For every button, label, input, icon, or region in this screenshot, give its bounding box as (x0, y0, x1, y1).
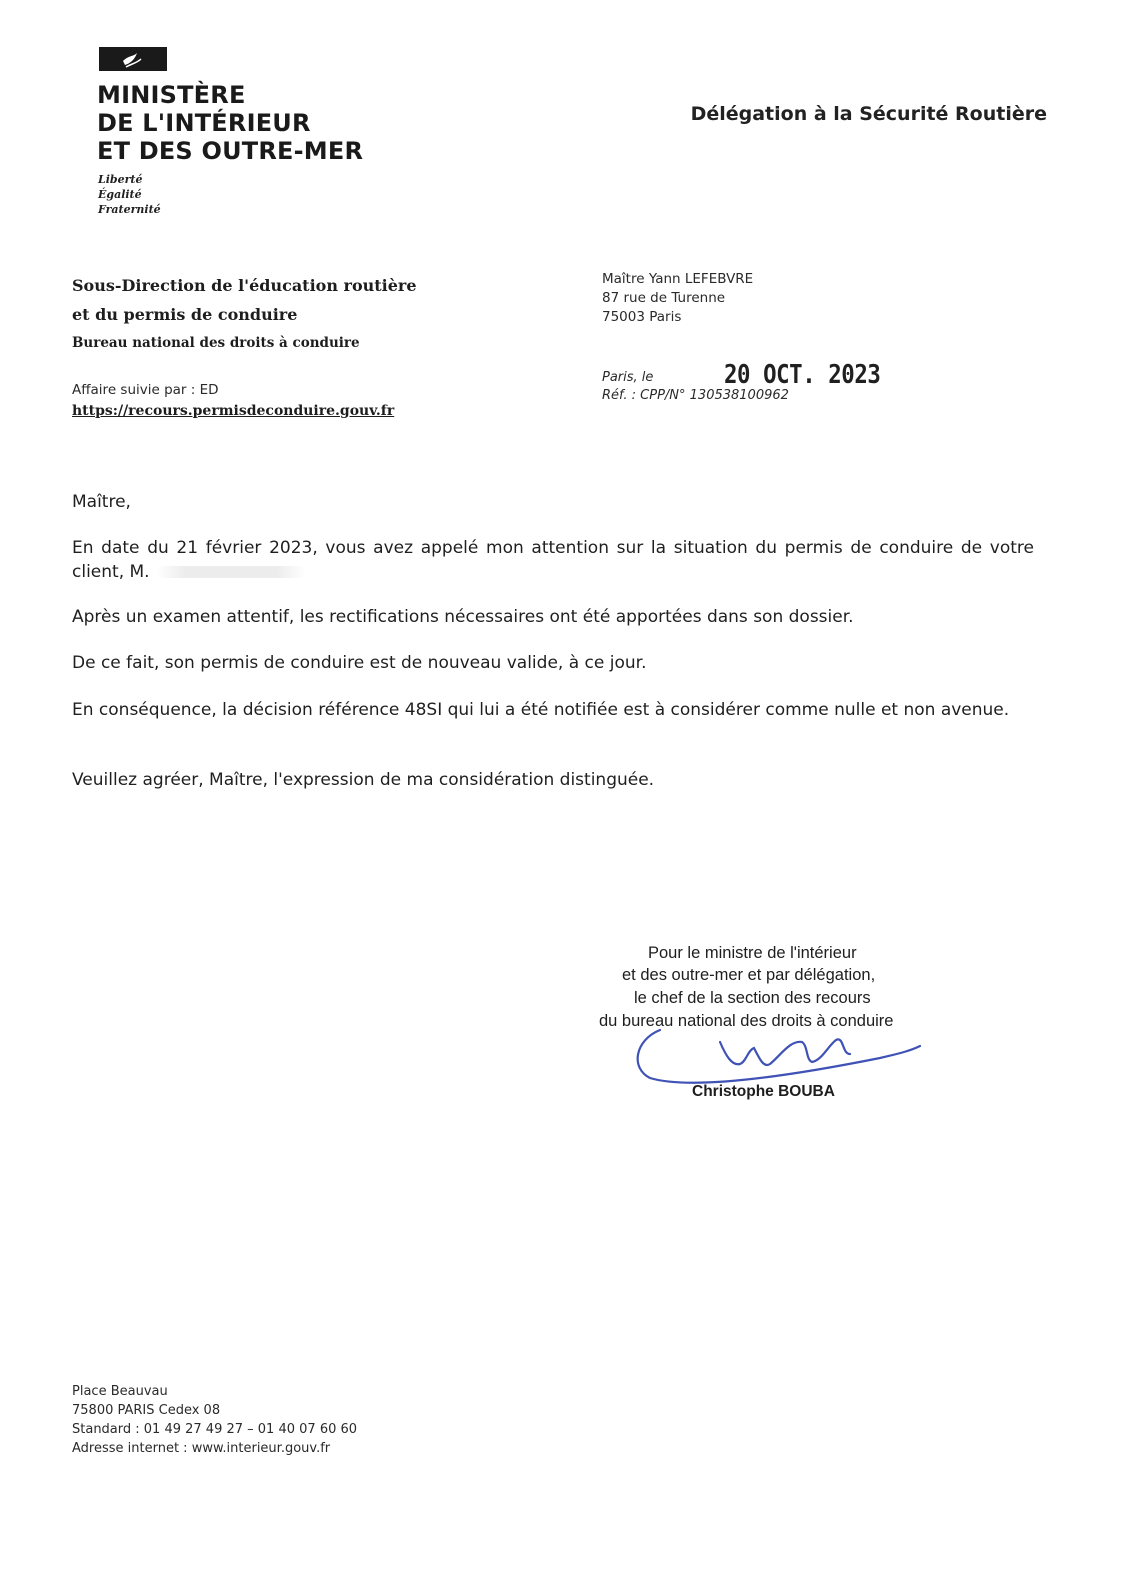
subdirection-line-1: Sous-Direction de l'éducation routière (72, 276, 417, 295)
date-place: Paris, le (602, 370, 654, 385)
footer-address-line-1: Place Beauvau (72, 1384, 168, 1399)
motto-fraternite: Fraternité (98, 203, 161, 216)
signature-line-1: Pour le ministre de l'intérieur (648, 944, 857, 962)
paragraph-1 (72, 536, 1034, 584)
closing-formula: Veuillez agréer, Maître, l'expression de ma considération distinguée. (72, 770, 655, 790)
recipient-city: 75003 Paris (602, 309, 682, 325)
salutation: Maître, (72, 492, 131, 512)
footer-phone: Standard : 01 49 27 49 27 – 01 40 07 60 60 (72, 1422, 358, 1437)
ministry-name-line-3: ET DES OUTRE-MER (97, 137, 364, 165)
signature-line-2: et des outre-mer et par délégation, (622, 966, 876, 984)
recipient-street: 87 rue de Turenne (602, 290, 726, 306)
paragraph-1-text: En date du 21 février 2023, vous avez appelé mon attention sur la situation du permis de conduire de votre client, M. (72, 538, 1034, 582)
bureau-name: Bureau national des droits à conduire (72, 335, 360, 351)
recours-website-link[interactable]: https://recours.permisdeconduire.gouv.fr (72, 403, 395, 419)
ministry-name-line-2: DE L'INTÉRIEUR (97, 109, 311, 137)
ministry-name-line-1: MINISTÈRE (97, 81, 246, 109)
case-followed-by: Affaire suivie par : ED (72, 382, 219, 398)
signer-name: Christophe BOUBA (692, 1083, 835, 1100)
recipient-name: Maître Yann LEFEBVRE (602, 271, 754, 287)
signature-line-3: le chef de la section des recours (634, 989, 871, 1007)
paragraph-4: En conséquence, la décision référence 48SI qui lui a été notifiée est à considérer comme nulle et non avenue. (72, 700, 1010, 720)
reference-number: Réf. : CPP/N° 130538100962 (602, 388, 789, 403)
paragraph-2: Après un examen attentif, les rectifications nécessaires ont été apportées dans son dossier. (72, 607, 854, 627)
footer-website: Adresse internet : www.interieur.gouv.fr (72, 1441, 331, 1456)
marianne-logo-icon (99, 47, 167, 71)
footer-address-line-2: 75800 PARIS Cedex 08 (72, 1403, 221, 1418)
subdirection-line-2: et du permis de conduire (72, 305, 298, 324)
redacted-name (156, 566, 306, 578)
signature-line-4: du bureau national des droits à conduire (599, 1012, 894, 1030)
paragraph-3: De ce fait, son permis de conduire est de nouveau valide, à ce jour. (72, 653, 647, 673)
date-stamp: 20 OCT. 2023 (724, 360, 881, 390)
motto-liberte: Liberté (98, 173, 143, 186)
delegation-title: Délégation à la Sécurité Routière (690, 103, 1047, 125)
motto-egalite: Égalité (98, 188, 142, 201)
